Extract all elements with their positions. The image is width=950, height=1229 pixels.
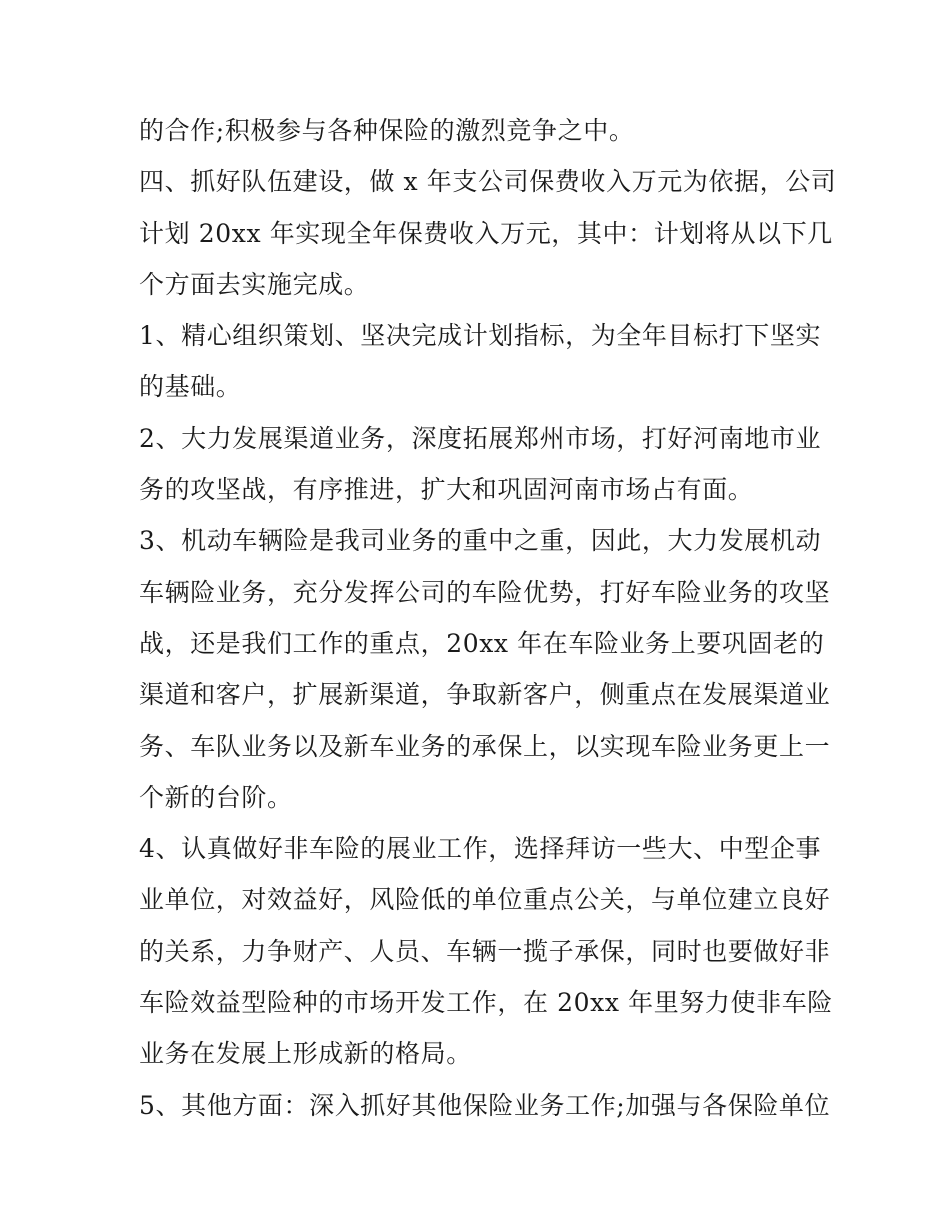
text-line: 业单位，对效益好，风险低的单位重点公关，与单位建立良好 [139,885,831,915]
text-line: 2、大力发展渠道业务，深度拓展郑州市场，打好河南地市业 [139,423,822,453]
text-line: 个新的台阶。 [139,782,293,812]
text-line: 的基础。 [139,372,242,402]
text-line: 1、精心组织策划、坚决完成计划指标，为全年目标打下坚实 [139,321,822,351]
text-line: 战，还是我们工作的重点，20xx 年在车险业务上要巩固老的 [139,628,825,658]
text-line: 计划 20xx 年实现全年保费收入万元，其中：计划将从以下几 [139,218,833,248]
text-line: 个方面去实施完成。 [139,269,370,299]
text-line: 四、抓好队伍建设，做 x 年支公司保费收入万元为依据，公司 [139,167,837,197]
text-line: 务的攻坚战，有序推进，扩大和巩固河南市场占有面。 [139,475,754,505]
text-line: 车辆险业务，充分发挥公司的车险优势，打好车险业务的攻坚 [139,577,831,607]
text-line: 渠道和客户，扩展新渠道，争取新客户，侧重点在发展渠道业 [139,680,831,710]
text-line: 的合作;积极参与各种保险的激烈竞争之中。 [139,116,635,145]
text-line: 3、机动车辆险是我司业务的重中之重，因此，大力发展机动 [139,526,822,556]
text-line: 的关系，力争财产、人员、车辆一揽子承保，同时也要做好非 [139,936,831,966]
text-line: 4、认真做好非车险的展业工作，选择拜访一些大、中型企事 [139,834,822,864]
text-line: 业务在发展上形成新的格局。 [139,1039,472,1069]
text-line: 车险效益型险种的市场开发工作，在 20xx 年里努力使非车险 [139,988,833,1018]
text-line: 务、车队业务以及新车业务的承保上，以实现车险业务更上一 [139,731,831,761]
document-body [139,105,837,1131]
text-line: 5、其他方面：深入抓好其他保险业务工作;加强与各保险单位 [139,1090,831,1120]
